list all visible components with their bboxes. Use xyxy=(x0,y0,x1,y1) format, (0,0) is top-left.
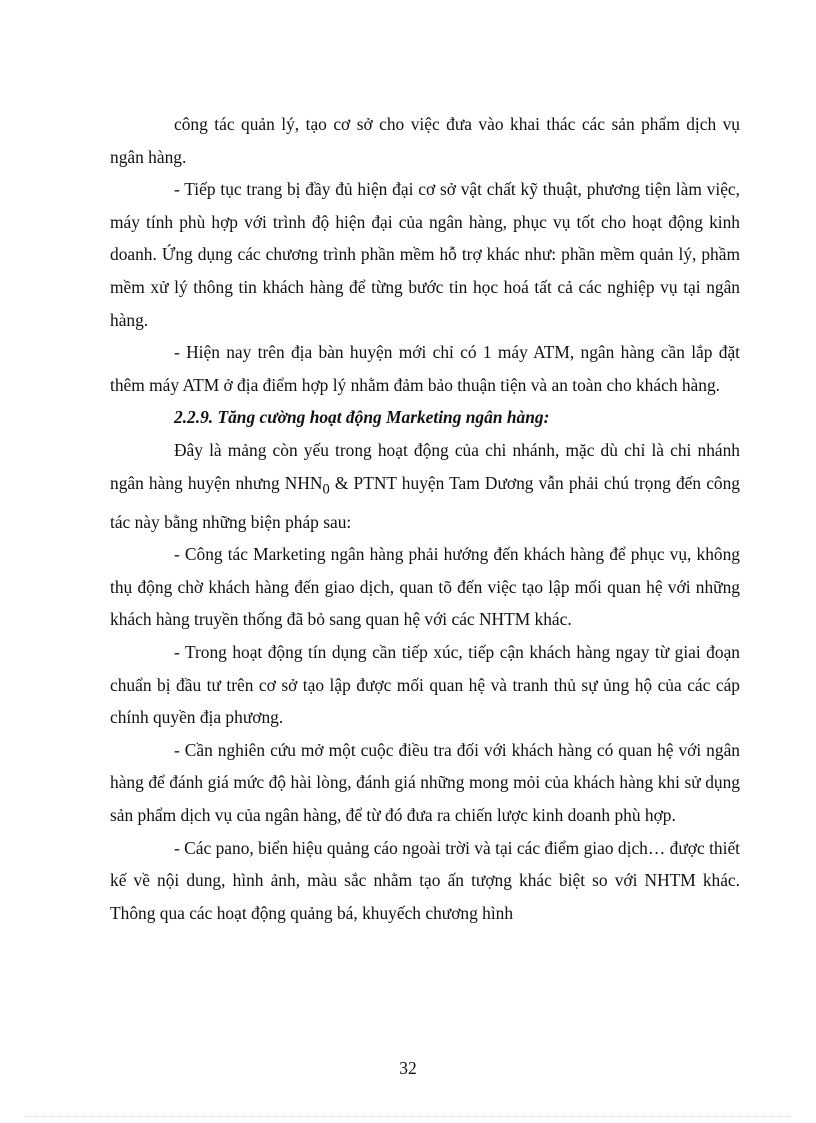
paragraph-credit-contact: - Trong hoạt động tín dụng cần tiếp xúc, tiếp cận khách hàng ngay từ giai đoạn chuẩn bị đầu tư trên cơ sở tạo lập được mối quan hệ và tranh thủ sự ủng hộ của các cáp chính quyền địa phương. xyxy=(110,641,740,728)
subscript-zero: 0 xyxy=(322,481,330,497)
paragraph-weakness-after: & PTNT huyện Tam Dương vẫn phải chú trọng đến công tác này bằng những biện pháp sau: xyxy=(110,472,740,532)
paragraph-marketing-customers: - Công tác Marketing ngân hàng phải hướng đến khách hàng để phục vụ, không thụ động chờ khách hàng đến giao dịch, quan tõ đến việc tạo lập mối quan hệ với những khách hàng truyền thống đã bỏ sang quan hệ với các NHTM khác. xyxy=(110,544,740,630)
paragraph-atm: - Hiện nay trên địa bàn huyện mới chỉ có 1 máy ATM, ngân hàng cần lắp đặt thêm máy ATM ở địa điểm hợp lý nhằm đảm bảo thuận tiện và an toàn cho khách hàng. xyxy=(110,342,740,395)
paragraph-equipment: - Tiếp tục trang bị đầy đủ hiện đại cơ sở vật chất kỹ thuật, phương tiện làm việc, máy tính phù hợp với trình độ hiện đại của ngân hàng, phục vụ tốt cho hoạt động kinh doanh. Ứng dụng các chương trình phần mềm hỗ trợ khác như: phần mềm quản lý, phầm mềm xử lý thông tin khách hàng để từng bước tin học hoá tất cả các nghiệp vụ tại ngân hàng. xyxy=(110,179,740,330)
paragraph-survey: - Cần nghiên cứu mở một cuộc điều tra đối với khách hàng có quan hệ với ngân hàng để đánh giá mức độ hài lòng, đánh giá những mong mỏi của khách hàng khi sử dụng sản phẩm dịch vụ của ngân hàng, để từ đó đưa ra chiến lược kinh doanh phù hợp. xyxy=(110,739,740,825)
page-number: 32 xyxy=(399,1058,417,1078)
paragraph-weakness-before: Đây là mảng còn yếu trong hoạt động của chi nhánh, mặc dù chỉ là chi nhánh ngân hàng huyện nhưng NHN xyxy=(110,439,740,493)
page-divider xyxy=(24,1116,792,1117)
paragraph-billboards: - Các pano, biển hiệu quảng cáo ngoài trời và tại các điểm giao dịch… được thiết kế về nội dung, hình ảnh, màu sắc nhằm tạo ấn tượng khác biệt so với NHTM khác. Thông qua các hoạt động quảng bá, khuyếch chương hình xyxy=(110,837,740,923)
body-text xyxy=(110,108,740,929)
paragraph-weakness xyxy=(110,434,740,538)
paragraph-continuation: công tác quản lý, tạo cơ sở cho việc đưa vào khai thác các sản phẩm dịch vụ ngân hàng. xyxy=(110,114,740,167)
section-heading: 2.2.9. Tăng cường hoạt động Marketing ngân hàng: xyxy=(174,407,550,428)
